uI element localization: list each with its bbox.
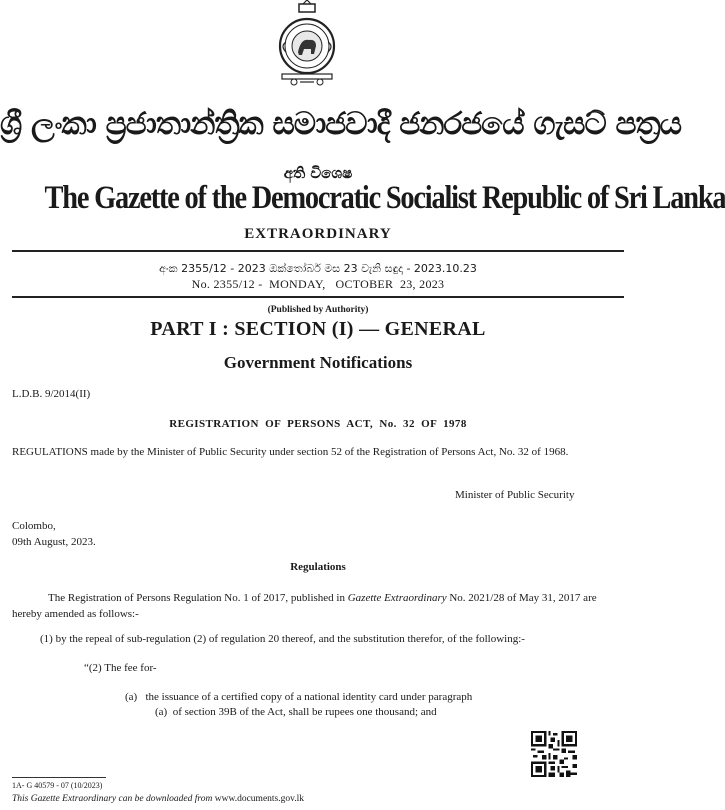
part-heading: PART I : SECTION (I) — GENERAL [150, 318, 486, 340]
masthead-rule-bottom [12, 296, 624, 298]
download-link[interactable]: www.documents.gov.lk [212, 794, 305, 804]
place: Colombo, [12, 520, 56, 532]
download-note [12, 794, 304, 804]
para-text-1: The Registration of Persons Regulation No. 1 of 2017, published in [48, 592, 348, 604]
reference-number: L.D.B. 9/2014(II) [12, 388, 91, 400]
regulations-preamble: REGULATIONS made by the Minister of Public Security under section 52 of the Registration of Persons Act, No. 32 of 1968. [12, 446, 569, 458]
masthead-rule-top [12, 250, 624, 252]
section-heading: Government Notifications [223, 353, 413, 372]
published-by-authority: (Published by Authority) [267, 305, 369, 315]
sri-lanka-emblem [274, 2, 340, 88]
place-and-date [12, 518, 96, 550]
gazette-title: The Gazette of the Democratic Socialist Republic of Sri Lanka [44, 180, 725, 216]
amendment-item-1: (1) by the repeal of sub-regulation (2) of regulation 20 thereof, and the substitution therefor, of the following:- [40, 633, 525, 645]
fee-intro: “(2) The fee for- [84, 662, 157, 674]
sub-item-a-line-2: (a) of section 39B of the Act, shall be rupees one thousand; and [155, 706, 437, 718]
issue-line-english: No. 2355/12 - MONDAY, OCTOBER 23, 2023 [191, 277, 445, 291]
para-italic: Gazette Extraordinary [347, 592, 447, 604]
date: 09th August, 2023. [12, 536, 96, 548]
signatory: Minister of Public Security [455, 489, 575, 501]
issue-line-sinhala: අංක 2355/12 - 2023 ඔක්තෝබර් මස 23 වැනි සඳුදා - 2023.10.23 [159, 262, 477, 275]
qr-code [531, 731, 577, 777]
sinhala-extraordinary-label: අති විශෙෂ [283, 164, 353, 182]
download-text: This Gazette Extraordinary can be downloaded from [12, 794, 213, 804]
extraordinary-label: EXTRAORDINARY [244, 226, 392, 242]
sub-item-a-line-1: (a) the issuance of a certified copy of a national identity card under paragraph [125, 691, 473, 703]
sinhala-gazette-title: ශ්‍රී ලංකා ප්‍රජාතාන්ත්‍රික සමාජවාදී ජනරජයේ ගැසට් පත්‍රය [0, 106, 682, 142]
print-reference: 1A- G 40579 - 07 (10/2023) [12, 781, 103, 790]
amendment-paragraph [12, 590, 620, 622]
para-text-2: No. 2021/28 of May 31, 2017 are hereby amended as follows:- [12, 592, 597, 620]
footer-rule [12, 777, 106, 778]
act-title: REGISTRATION OF PERSONS ACT, No. 32 OF 1978 [169, 418, 467, 430]
regulations-heading: Regulations [290, 561, 346, 573]
